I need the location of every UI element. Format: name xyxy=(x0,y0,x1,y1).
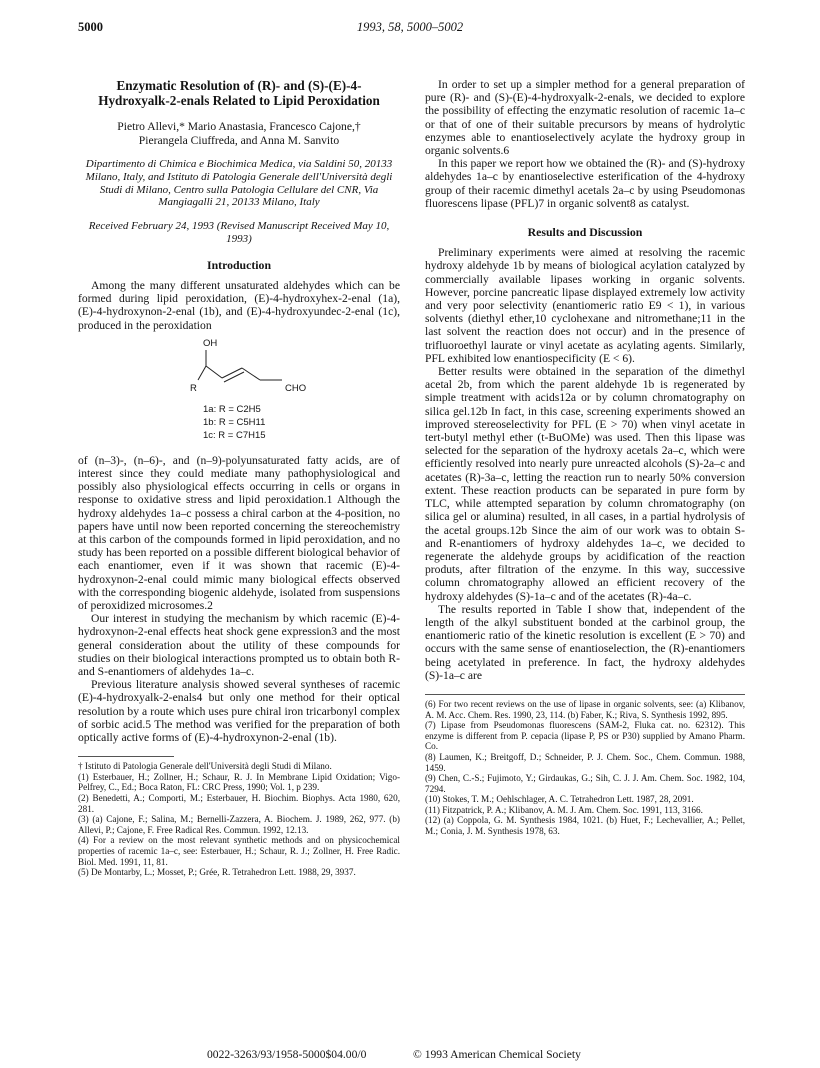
results-paragraph-2: Better results were obtained in the separation of the dimethyl acetal 2b, from which the parent aldehyde 1b is regenerated by simple treatment with acids12a or by column chromatography on silica gel.12b In fact, in this case, screening experiments showed an improved stereoselectivity for PFL (E > 70) when vinyl acetate in tert-butyl methyl ether (t-BuOMe) was used. Then this lipase was selected for the separation of the hydroxy acetals 2a–c, which were efficiently resolved into nearly pure unreacted alcohols (S)-2a–c and acetates (R)-3a–c, letting the reaction run to nearly 50% conversion extent. These reaction products can be separated in pure form by TLC, while attempted separation by column chromatography (on silica gel or alumina) resulted, in all cases, in a partial hydrolysis of the acetal groups.12b Since the aim of our work was to obtain S- and R-enantiomers of hydroxy aldehydes 1a–c, we decided to regenerate the aldehyde groups by acidification of the reaction produts, after filtration of the enzyme. In this way, successive column chromatography allowed an efficient recovery of the hydroxy aldehydes (S)-1a–c and of the acetates (R)-4a–c. xyxy=(425,365,745,603)
left-column xyxy=(78,78,400,878)
aldehyde-label: CHO xyxy=(285,382,307,394)
right-paragraph-1: In order to set up a simpler method for a general preparation of pure (R)- and (S)-(E)-4-hydroxyalk-2-enals, we decided to explore the possibility of effecting the enzymatic resolution of racemic 1a–c or that of one of their suitable precursors by means of hydrolytic enzymes able to enantioselectively acylate the hydroxy group in organic solvents.6 xyxy=(425,78,745,158)
page-number: 5000 xyxy=(78,20,103,34)
footnote-8: (8) Laumen, K.; Breitgoff, D.; Schneider, P. J. Chem. Soc., Chem. Commun. 1988, 1459. xyxy=(425,751,745,773)
footnotes-right xyxy=(425,699,745,837)
right-paragraph-2: In this paper we report how we obtained the (R)- and (S)-hydroxy aldehydes 1a–c by enantioselective esterification of the 4-hydroxy group of their racemic dimethyl acetals 2a–c by using Pseudomonas fluorescens lipase (PFL)7 in organic solvent8 as catalyst. xyxy=(425,157,745,210)
right-column xyxy=(425,78,745,837)
journal-citation: 1993, 58, 5000–5002 xyxy=(356,20,464,34)
intro-paragraph-2: Our interest in studying the mechanism by which racemic (E)-4-hydroxynon-2-enal effects heat shock gene expression3 and the most general consideration about the utility of these compounds for studies on their biological interactions prompted us to obtain both R- and S-enantiomers of aldehydes 1a–c. xyxy=(78,612,400,679)
authors-line-2: Pierangela Ciuffreda, and Anna M. Sanvito xyxy=(138,133,340,147)
footnote-12: (12) (a) Coppola, G. M. Synthesis 1984, 1021. (b) Huet, F.; Lechevallier, A.; Pellet, M.; Conia, J. M. Synthesis 1978, 63. xyxy=(425,815,745,837)
footnotes-left xyxy=(78,761,400,878)
article-title: Enzymatic Resolution of (R)- and (S)-(E)-4-Hydroxyalk-2-enals Related to Lipid Peroxidation xyxy=(98,78,380,108)
results-paragraph-3: The results reported in Table I show that, independent of the length of the alkyl substituent bonded at the carbinol group, the enantiomeric ratio of the kinetic resolution is excellent (E > 70) and occurs with the same sense of enantioselection, the (R)-enantiomers being acetylated in preference. In fact, the hydroxy aldehydes (S)-1a–c are xyxy=(425,602,745,682)
compound-1b: 1b: R = C5H11 xyxy=(203,416,266,428)
results-paragraph-1: Preliminary experiments were aimed at resolving the racemic hydroxy aldehyde 1b by means of biological acylation catalyzed by commercially available lipases working in organic solvents. However, porcine pancreatic lipase displayed extremely low activity and very poor selectivity (enantiomeric ratio E9 < 1), in various solvents (diethyl ether,10 cyclohexane and nitromethane;11 in the last solvent the reaction does not occur) and in the presence of trifluoroethyl laurate or vinyl acetate as acylating agents. Similarly, PFL exhibited low enantiospecificity (E < 6). xyxy=(425,246,745,365)
compound-1a: 1a: R = C2H5 xyxy=(203,403,261,415)
introduction-heading: Introduction xyxy=(206,257,272,272)
footnote-7: (7) Lipase from Pseudomonas fluorescens (SAM-2, Fluka cat. no. 62312). This enzyme is different from P. cepacia (lipase P, PS or P30) supplied by Amano Pharm. Co. xyxy=(425,720,745,752)
results-heading: Results and Discussion xyxy=(527,225,643,240)
r-group-label: R xyxy=(190,382,197,394)
received-date: Received February 24, 1993 (Revised Manuscript Received May 10, 1993) xyxy=(88,220,390,245)
author-list xyxy=(78,120,400,147)
footnote-11: (11) Fitzpatrick, P. A.; Klibanov, A. M. J. Am. Chem. Soc. 1991, 113, 3166. xyxy=(425,804,703,815)
compound-1c: 1c: R = C7H15 xyxy=(203,429,266,441)
hydroxyl-label: OH xyxy=(203,337,218,349)
footnote-2: (2) Benedetti, A.; Comporti, M.; Esterbauer, H. Biochim. Biophys. Acta 1980, 620, 281. xyxy=(78,793,400,814)
footnote-4: (4) For a review on the most relevant synthetic methods and on physicochemical properties of racemic 1a–c, see: Esterbauer, H.; Schaur, R. J.; Zollner, H. Free Radic. Biol. Med. 1991, 11, 81. xyxy=(78,835,400,867)
footnote-1: (1) Esterbauer, H.; Zollner, H.; Schaur, R. J. In Membrane Lipid Oxidation; Vigo-Pelfrey, C., Ed.; Boca Raton, FL: CRC Press, 1990; Vol. 1, p 239. xyxy=(78,771,400,793)
footnote-affiliation: † Istituto di Patologia Generale dell'Università degli Studi di Milano. xyxy=(78,761,332,772)
chemical-structure xyxy=(78,336,400,448)
footnote-divider-right xyxy=(425,694,745,695)
footnote-9: (9) Chen, C.-S.; Fujimoto, Y.; Girdaukas, G.; Sih, C. J. J. Am. Chem. Soc. 1982, 104, 7294. xyxy=(425,773,745,794)
copyright-notice: © 1993 American Chemical Society xyxy=(413,1048,581,1061)
footnote-6: (6) For two recent reviews on the use of lipase in organic solvents, see: (a) Klibanov, A. M. Acc. Chem. Res. 1990, 23, 114. (b) Faber, K.; Riva, S. Synthesis 1992, 895. xyxy=(425,698,745,720)
intro-paragraph-1-continued: of (n–3)-, (n–6)-, and (n–9)-polyunsaturated fatty acids, are of interest since they could mediate many pathophysiological and possibly also physiological effects occurring in cells or organs in response to oxidative stress and lipid peroxidation.1 Although the hydroxy aldehydes 1a–c possess a chiral carbon at the 4-position, no papers have until now been reported concerning the stereochemistry at this carbon of the compounds formed in lipid peroxidation, and no study has been reported on a possible different biological behavior of each enantiomer, even if it was shown that racemic (E)-4-hydroxynon-2-enal could mimic many biological effects observed with the corresponding biogenic aldehyde, isolated from suspensions of peroxidized microsomes.2 xyxy=(78,453,400,613)
running-header xyxy=(78,20,742,38)
authors-line-1: Pietro Allevi,* Mario Anastasia, Francesco Cajone,† xyxy=(117,120,361,133)
footnote-divider xyxy=(78,756,174,757)
intro-paragraph-3: Previous literature analysis showed several syntheses of racemic (E)-4-hydroxyalk-2-enals4 but only one method for their optical resolution by a route which uses pure chiral iron tricarbonyl complex of sorbic acid.5 The method was verified for the preparation of both optically active forms of (E)-4-hydroxynon-2-enal (1b). xyxy=(78,678,400,745)
intro-paragraph-1: Among the many different unsaturated aldehydes which can be formed during lipid peroxidation, (E)-4-hydroxyhex-2-enal (1a), (E)-4-hydroxynon-2-enal (1b), and (E)-4-hydroxyundec-2-enal (1c), produced in the peroxidation xyxy=(78,278,400,332)
article-code: 0022-3263/93/1958-5000$04.00/0 xyxy=(207,1048,367,1061)
compound-list xyxy=(203,403,266,442)
affiliation: Dipartimento di Chimica e Biochimica Medica, via Saldini 50, 20133 Milano, Italy, and Istituto di Patologia Generale dell'Università degli Studi di Milano, Centro sulla Patologia Cellulare del CNR, Via Mangiagalli 21, 20133 Milano, Italy xyxy=(85,158,393,209)
footnote-10: (10) Stokes, T. M.; Oehlschlager, A. C. Tetrahedron Lett. 1987, 28, 2091. xyxy=(425,794,694,805)
footnote-3: (3) (a) Cajone, F.; Salina, M.; Bernelli-Zazzera, A. Biochem. J. 1989, 262, 977. (b) Allevi, P.; Cajone, F. Free Radical Res. Commun. 1992, 12.13. xyxy=(78,814,400,835)
footnote-5: (5) De Montarby, L.; Mosset, P.; Grée, R. Tetrahedron Lett. 1988, 29, 3937. xyxy=(78,867,356,878)
